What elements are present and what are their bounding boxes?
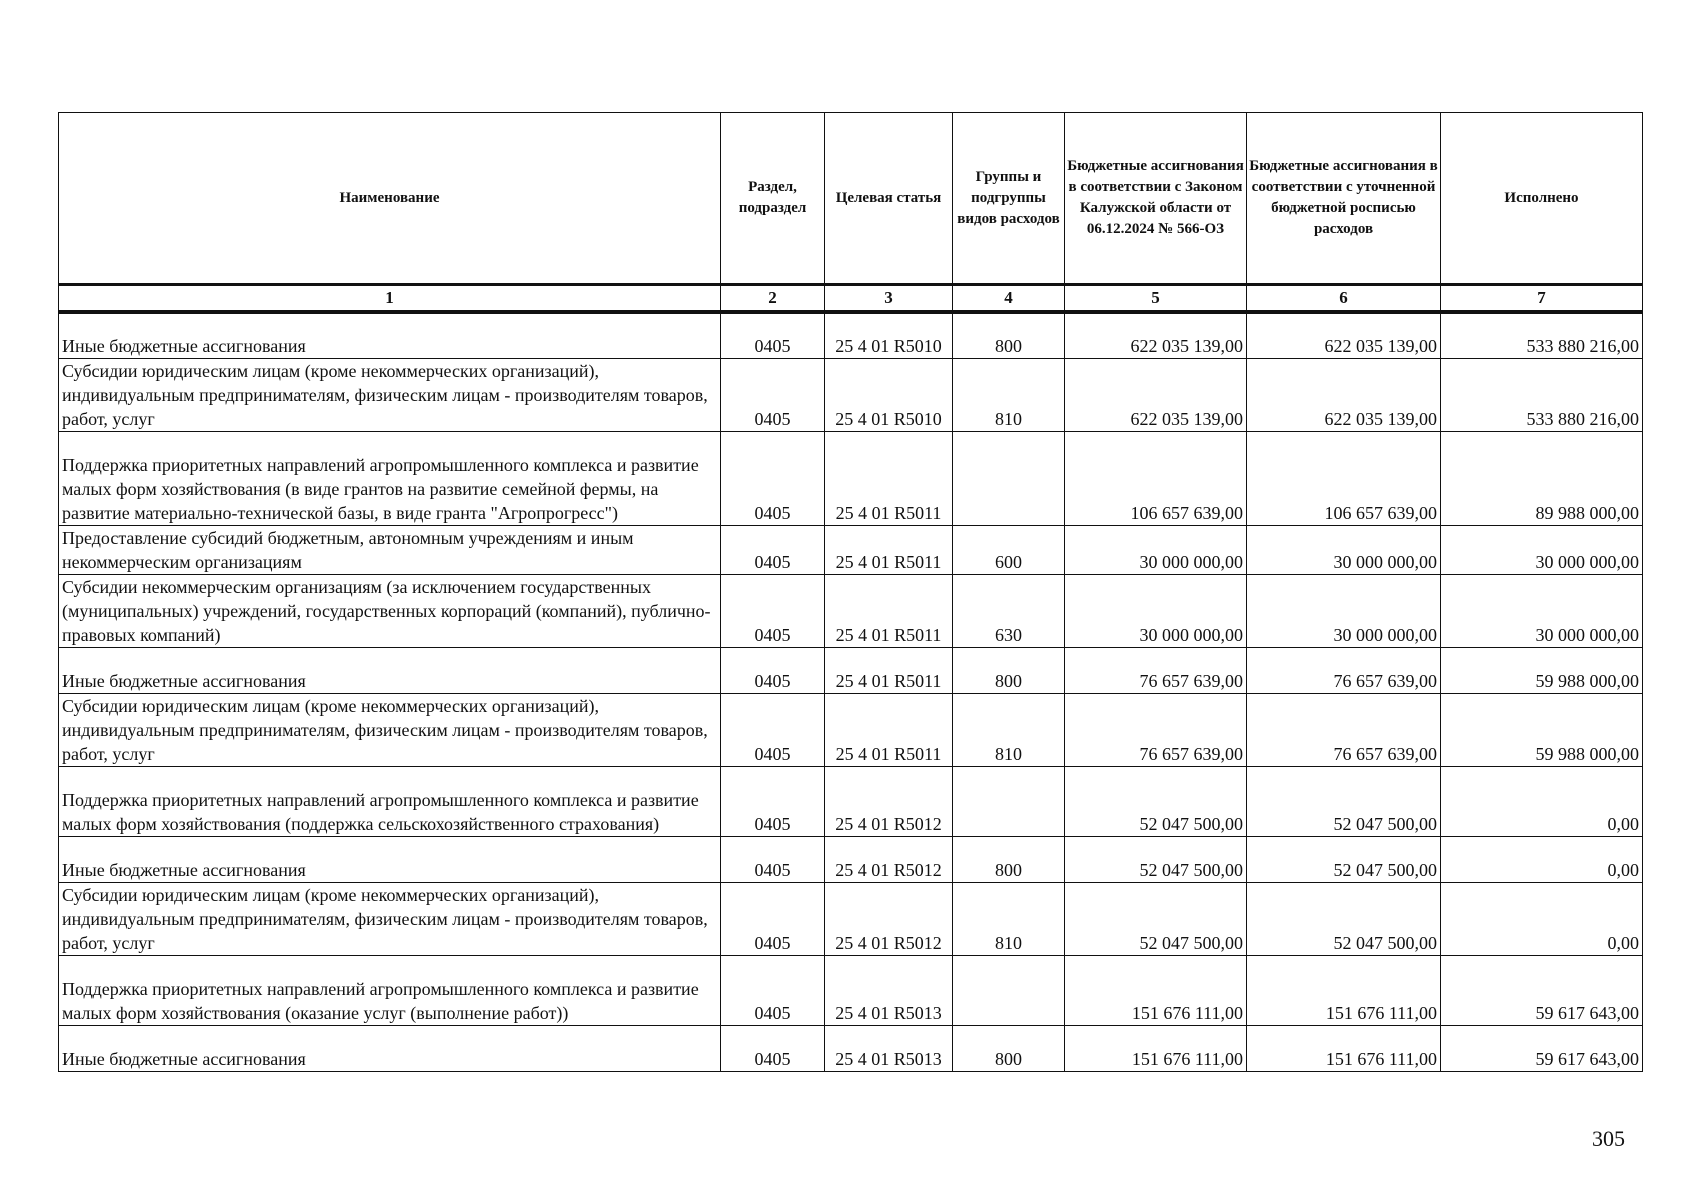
- row-group: [953, 766, 1065, 836]
- row-law-amount: 76 657 639,00: [1065, 693, 1247, 766]
- row-name: Поддержка приоритетных направлений агропромышленного комплекса и развитие малых форм хозяйствования (в виде грантов на развитие семейной фермы, на развитие материально-технической базы, в виде гранта "Агропрогресс"): [59, 431, 721, 525]
- row-group: 810: [953, 693, 1065, 766]
- table-row: [59, 431, 1643, 525]
- table-row: [59, 882, 1643, 955]
- row-executed-amount: 59 988 000,00: [1441, 647, 1643, 693]
- row-group: 800: [953, 1025, 1065, 1071]
- row-refined-amount: 76 657 639,00: [1247, 647, 1441, 693]
- row-group: 630: [953, 574, 1065, 647]
- column-number: 1: [59, 285, 721, 313]
- table-row: [59, 955, 1643, 1025]
- row-executed-amount: 30 000 000,00: [1441, 574, 1643, 647]
- table-body: [59, 312, 1643, 1071]
- row-executed-amount: 0,00: [1441, 836, 1643, 882]
- table-row: [59, 1025, 1643, 1071]
- row-section: 0405: [721, 882, 825, 955]
- header-law-appropriations: Бюджетные ассигнования в соответствии с Законом Калужской области от 06.12.2024 № 566-ОЗ: [1065, 113, 1247, 285]
- header-executed: Исполнено: [1441, 113, 1643, 285]
- row-executed-amount: 89 988 000,00: [1441, 431, 1643, 525]
- row-executed-amount: 533 880 216,00: [1441, 312, 1643, 358]
- row-section: 0405: [721, 312, 825, 358]
- row-law-amount: 52 047 500,00: [1065, 836, 1247, 882]
- row-refined-amount: 106 657 639,00: [1247, 431, 1441, 525]
- row-refined-amount: 622 035 139,00: [1247, 312, 1441, 358]
- row-law-amount: 52 047 500,00: [1065, 882, 1247, 955]
- row-law-amount: 76 657 639,00: [1065, 647, 1247, 693]
- column-number: 5: [1065, 285, 1247, 313]
- row-article: 25 4 01 R5011: [825, 693, 953, 766]
- page-number: 305: [1592, 1126, 1625, 1151]
- row-section: 0405: [721, 358, 825, 431]
- header-article: Целевая статья: [825, 113, 953, 285]
- row-article: 25 4 01 R5012: [825, 836, 953, 882]
- row-law-amount: 151 676 111,00: [1065, 955, 1247, 1025]
- table-row: [59, 358, 1643, 431]
- row-refined-amount: 52 047 500,00: [1247, 882, 1441, 955]
- row-name: Иные бюджетные ассигнования: [59, 647, 721, 693]
- row-refined-amount: 52 047 500,00: [1247, 766, 1441, 836]
- row-executed-amount: 30 000 000,00: [1441, 525, 1643, 574]
- row-name: Иные бюджетные ассигнования: [59, 312, 721, 358]
- table-row: [59, 574, 1643, 647]
- column-number: 3: [825, 285, 953, 313]
- row-group: 800: [953, 647, 1065, 693]
- row-section: 0405: [721, 525, 825, 574]
- header-group: Группы и подгруппы видов расходов: [953, 113, 1065, 285]
- row-group: 810: [953, 882, 1065, 955]
- table-row: [59, 836, 1643, 882]
- table-row: [59, 312, 1643, 358]
- row-refined-amount: 622 035 139,00: [1247, 358, 1441, 431]
- row-article: 25 4 01 R5012: [825, 766, 953, 836]
- header-name: Наименование: [59, 113, 721, 285]
- row-executed-amount: 59 988 000,00: [1441, 693, 1643, 766]
- header-refined-appropriations: Бюджетные ассигнования в соответствии с уточненной бюджетной росписью расходов: [1247, 113, 1441, 285]
- row-group: [953, 955, 1065, 1025]
- table-row: [59, 647, 1643, 693]
- row-law-amount: 106 657 639,00: [1065, 431, 1247, 525]
- row-law-amount: 151 676 111,00: [1065, 1025, 1247, 1071]
- header-section: Раздел, подраздел: [721, 113, 825, 285]
- row-name: Предоставление субсидий бюджетным, автономным учреждениям и иным некоммерческим организациям: [59, 525, 721, 574]
- row-article: 25 4 01 R5010: [825, 312, 953, 358]
- row-executed-amount: 533 880 216,00: [1441, 358, 1643, 431]
- row-article: 25 4 01 R5013: [825, 1025, 953, 1071]
- row-refined-amount: 30 000 000,00: [1247, 574, 1441, 647]
- row-section: 0405: [721, 766, 825, 836]
- row-refined-amount: 151 676 111,00: [1247, 1025, 1441, 1071]
- row-law-amount: 30 000 000,00: [1065, 574, 1247, 647]
- row-name: Иные бюджетные ассигнования: [59, 1025, 721, 1071]
- row-executed-amount: 0,00: [1441, 766, 1643, 836]
- row-article: 25 4 01 R5010: [825, 358, 953, 431]
- row-law-amount: 622 035 139,00: [1065, 358, 1247, 431]
- budget-table: [58, 112, 1643, 1072]
- table-row: [59, 766, 1643, 836]
- row-group: 800: [953, 836, 1065, 882]
- row-group: [953, 431, 1065, 525]
- row-refined-amount: 151 676 111,00: [1247, 955, 1441, 1025]
- header-row: [59, 113, 1643, 285]
- row-section: 0405: [721, 836, 825, 882]
- row-section: 0405: [721, 955, 825, 1025]
- row-name: Субсидии юридическим лицам (кроме некоммерческих организаций), индивидуальным предпринимателям, физическим лицам - производителям товаров, работ, услуг: [59, 693, 721, 766]
- table-row: [59, 525, 1643, 574]
- column-number: 2: [721, 285, 825, 313]
- row-section: 0405: [721, 1025, 825, 1071]
- row-section: 0405: [721, 574, 825, 647]
- column-number: 6: [1247, 285, 1441, 313]
- row-article: 25 4 01 R5011: [825, 647, 953, 693]
- row-article: 25 4 01 R5013: [825, 955, 953, 1025]
- row-name: Субсидии некоммерческим организациям (за исключением государственных (муниципальных) учреждений, государственных корпораций (компаний), публично-правовых компаний): [59, 574, 721, 647]
- column-number: 4: [953, 285, 1065, 313]
- row-refined-amount: 76 657 639,00: [1247, 693, 1441, 766]
- row-executed-amount: 0,00: [1441, 882, 1643, 955]
- row-law-amount: 30 000 000,00: [1065, 525, 1247, 574]
- row-name: Субсидии юридическим лицам (кроме некоммерческих организаций), индивидуальным предпринимателям, физическим лицам - производителям товаров, работ, услуг: [59, 358, 721, 431]
- row-refined-amount: 30 000 000,00: [1247, 525, 1441, 574]
- row-group: 600: [953, 525, 1065, 574]
- row-group: 800: [953, 312, 1065, 358]
- row-section: 0405: [721, 693, 825, 766]
- row-section: 0405: [721, 431, 825, 525]
- row-article: 25 4 01 R5011: [825, 574, 953, 647]
- row-executed-amount: 59 617 643,00: [1441, 955, 1643, 1025]
- row-article: 25 4 01 R5011: [825, 525, 953, 574]
- row-article: 25 4 01 R5011: [825, 431, 953, 525]
- column-number-row: [59, 285, 1643, 313]
- row-name: Иные бюджетные ассигнования: [59, 836, 721, 882]
- row-refined-amount: 52 047 500,00: [1247, 836, 1441, 882]
- row-law-amount: 52 047 500,00: [1065, 766, 1247, 836]
- row-article: 25 4 01 R5012: [825, 882, 953, 955]
- table-row: [59, 693, 1643, 766]
- row-law-amount: 622 035 139,00: [1065, 312, 1247, 358]
- row-group: 810: [953, 358, 1065, 431]
- row-name: Субсидии юридическим лицам (кроме некоммерческих организаций), индивидуальным предпринимателям, физическим лицам - производителям товаров, работ, услуг: [59, 882, 721, 955]
- row-name: Поддержка приоритетных направлений агропромышленного комплекса и развитие малых форм хозяйствования (оказание услуг (выполнение работ)): [59, 955, 721, 1025]
- row-name: Поддержка приоритетных направлений агропромышленного комплекса и развитие малых форм хозяйствования (поддержка сельскохозяйственного страхования): [59, 766, 721, 836]
- row-section: 0405: [721, 647, 825, 693]
- column-number: 7: [1441, 285, 1643, 313]
- row-executed-amount: 59 617 643,00: [1441, 1025, 1643, 1071]
